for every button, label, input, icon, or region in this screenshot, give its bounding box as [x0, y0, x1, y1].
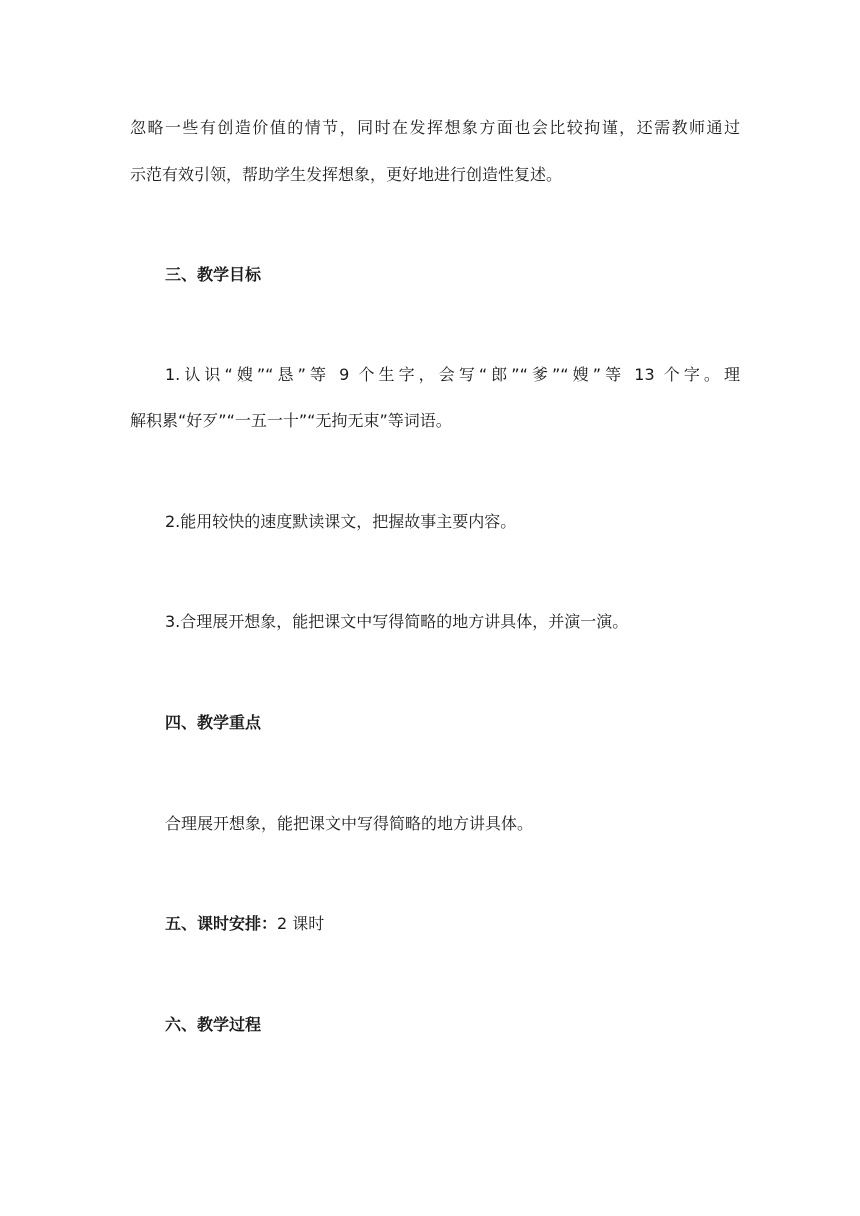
goal-3: 3.合理展开想象，能把课文中写得简略的地方讲具体，并演一演。	[165, 612, 629, 631]
goal-2: 2.能用较快的速度默读课文，把握故事主要内容。	[165, 512, 517, 531]
intro-paragraph-line-1: 忽略一些有创造价值的情节，同时在发挥想象方面也会比较拘谨，还需教师通过	[130, 118, 740, 137]
schedule-value: 2 课时	[277, 914, 325, 933]
section-heading-teaching-focus: 四、教学重点	[165, 713, 262, 732]
section-heading-teaching-process: 六、教学过程	[165, 1015, 262, 1034]
teaching-focus-text: 合理展开想象，能把课文中写得简略的地方讲具体。	[165, 814, 534, 833]
section-heading-schedule	[165, 913, 324, 935]
intro-paragraph-line-2: 示范有效引领，帮助学生发挥想象，更好地进行创造性复述。	[130, 165, 563, 184]
goal-1-line-1: 1.认识“嫂”“恳”等 9 个生字，会写“郎”“爹”“嫂”等 13 个字。理	[165, 365, 740, 384]
goal-1-line-2: 解积累“好歹”“一五一十”“无拘无束”等词语。	[130, 411, 452, 430]
section-heading-teaching-goals: 三、教学目标	[165, 265, 262, 284]
schedule-label: 五、课时安排：	[165, 914, 278, 933]
